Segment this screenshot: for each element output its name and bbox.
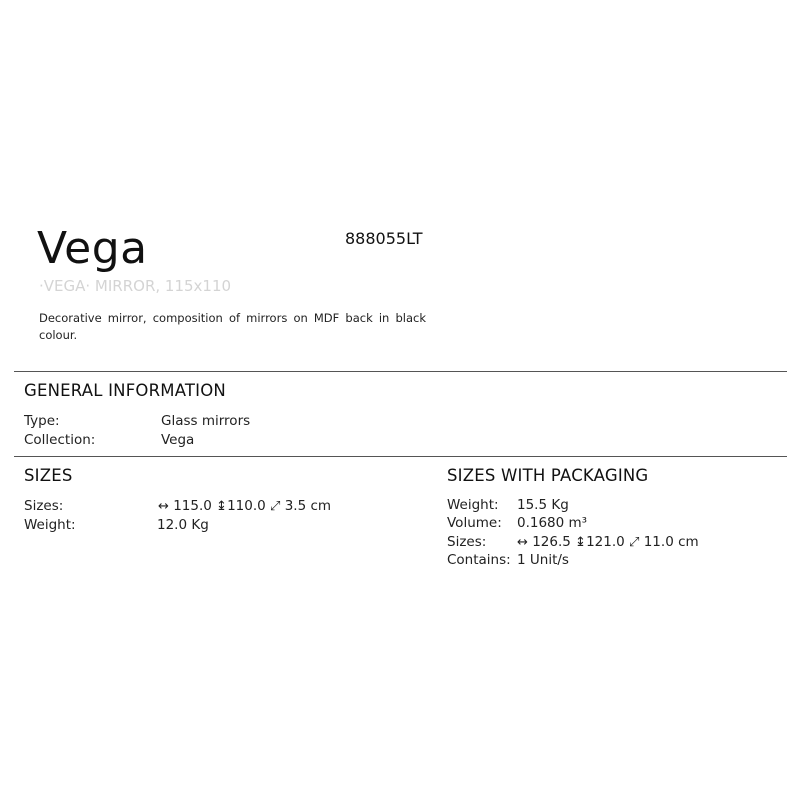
- product-code: 888055LT: [345, 229, 423, 248]
- horizontal-arrow-icon: ↔: [517, 535, 528, 550]
- packaging-depth-value: 11.0 cm: [643, 534, 699, 550]
- sizes-label: Sizes:: [24, 498, 64, 514]
- packaging-weight-label: Weight:: [447, 497, 499, 513]
- packaging-width-value: 126.5: [532, 534, 571, 550]
- packaging-contains-value: 1 Unit/s: [517, 552, 569, 568]
- packaging-volume-value: 0.1680 m³: [517, 515, 588, 531]
- info-label: Collection:: [24, 432, 96, 448]
- product-title: Vega: [37, 223, 148, 274]
- diagonal-arrow-icon: ⤢: [270, 499, 281, 514]
- weight-label: Weight:: [24, 517, 76, 533]
- horizontal-arrow-icon: ↔: [158, 499, 169, 514]
- depth-value: 3.5 cm: [284, 498, 332, 514]
- section-divider: [14, 456, 787, 457]
- general-information-heading: GENERAL INFORMATION: [24, 381, 226, 400]
- height-value: 110.0: [227, 498, 266, 514]
- vertical-arrow-icon: ↨: [216, 499, 228, 514]
- info-value: Vega: [161, 432, 195, 448]
- packaging-contains-label: Contains:: [447, 552, 511, 568]
- product-description: Decorative mirror, composition of mirrors on MDF back in black colour.: [39, 311, 426, 342]
- diagonal-arrow-icon: ⤢: [629, 535, 640, 550]
- sizes-dimensions-value: [158, 497, 331, 516]
- product-subtitle: ·VEGA· MIRROR, 115x110: [39, 277, 232, 295]
- sizes-heading: SIZES: [24, 466, 73, 485]
- section-divider: [14, 371, 787, 372]
- packaging-height-value: 121.0: [586, 534, 625, 550]
- info-label: Type:: [24, 413, 60, 429]
- packaging-weight-value: 15.5 Kg: [517, 497, 569, 513]
- packaging-volume-label: Volume:: [447, 515, 502, 531]
- weight-value: 12.0 Kg: [157, 517, 209, 533]
- vertical-arrow-icon: ↨: [575, 535, 587, 550]
- info-value: Glass mirrors: [161, 413, 251, 429]
- sizes-with-packaging-heading: SIZES WITH PACKAGING: [447, 466, 649, 485]
- packaging-sizes-label: Sizes:: [447, 534, 487, 550]
- width-value: 115.0: [173, 498, 212, 514]
- packaging-dimensions-value: [517, 533, 699, 552]
